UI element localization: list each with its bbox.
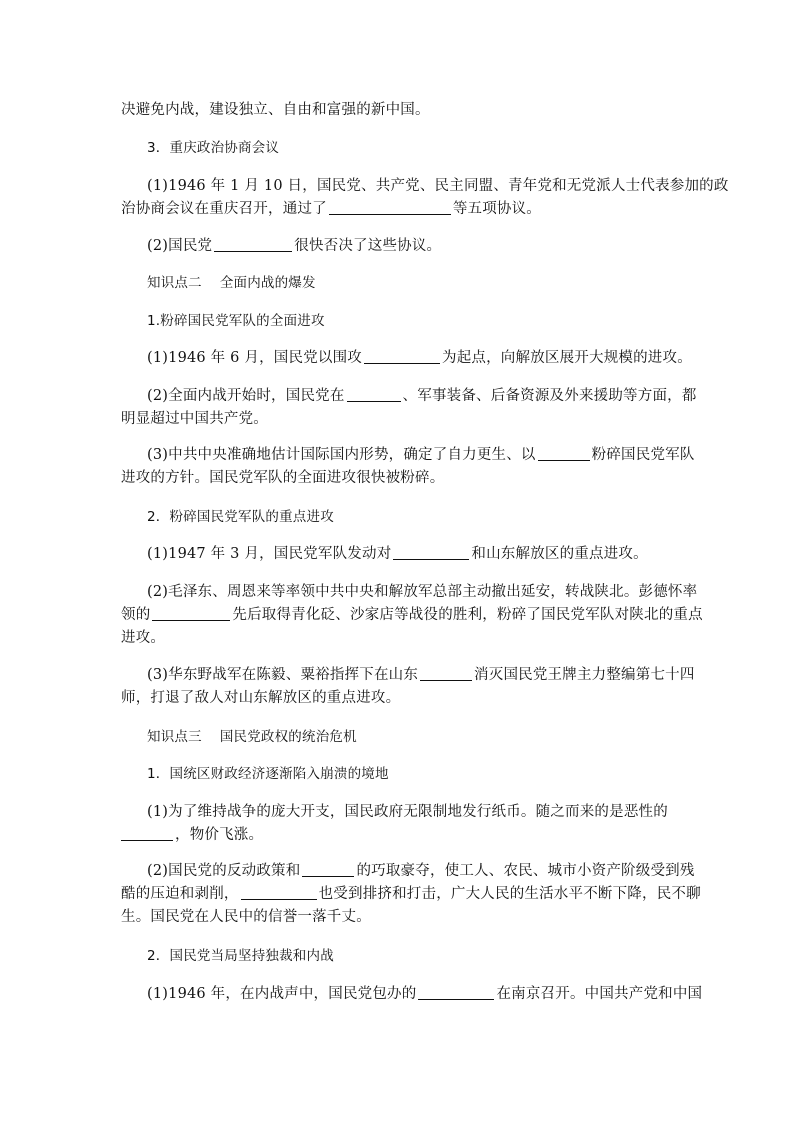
paragraph-text: ，物价飞涨。 (175, 827, 264, 843)
paragraph-text: 很快否决了这些协议。 (294, 238, 442, 254)
text-line (0, 176, 794, 196)
text-line (0, 825, 794, 845)
paragraph-text: 、军事装备、后备资源及外来援助等方面，都 (402, 388, 697, 404)
heading-title: 全面内战的爆发 (219, 275, 316, 291)
paragraph-text: (2)全面内战开始时，国民党在 (147, 388, 345, 404)
paragraph-text: 师，打退了敌人对山东解放区的重点进攻。 (121, 690, 401, 706)
heading-text: 1.粉碎国民党军队的全面进攻 (147, 313, 325, 329)
fill-in-blank[interactable] (329, 200, 451, 215)
heading-text: 2．国民党当局坚持独裁和内战 (147, 948, 334, 964)
paragraph-text: (2)毛泽东、周恩来等率领中共中央和解放军总部主动撤出延安，转战陕北。彭德怀率 (147, 584, 698, 600)
paragraph-text: 的巧取豪夺，使工人、农民、城市小资产阶级受到残 (356, 863, 695, 879)
text-line (0, 409, 794, 429)
text-line (0, 802, 794, 822)
paragraph-text: 消灭国民党王牌主力整编第七十四 (474, 667, 695, 683)
paragraph-text: 治协商会议在重庆召开，通过了 (121, 201, 327, 217)
paragraph-text: (2)国民党的反动政策和 (147, 863, 301, 879)
fill-in-blank[interactable] (393, 545, 469, 560)
text-line (0, 236, 794, 256)
heading-text: 2．粉碎国民党军队的重点进攻 (147, 509, 334, 525)
paragraph-text: (3)华东野战军在陈毅、粟裕指挥下在山东 (147, 667, 419, 683)
fill-in-blank[interactable] (364, 349, 440, 364)
fill-in-blank[interactable] (420, 666, 472, 681)
paragraph-text: 进攻。 (121, 630, 166, 646)
section-heading (0, 138, 794, 158)
fill-in-blank[interactable] (121, 826, 173, 841)
text-line (0, 582, 794, 602)
paragraph-text: 生。国民党在人民中的信誉一落千丈。 (121, 909, 371, 925)
fill-in-blank[interactable] (214, 237, 292, 252)
text-line (0, 386, 794, 406)
paragraph-text: (1)1947 年 3 月，国民党军队发动对 (147, 546, 392, 562)
heading-label: 知识点三 (147, 729, 202, 745)
paragraph-text: (3)中共中央准确地估计国际国内形势，确定了自力更生、以 (147, 447, 536, 463)
section-heading (0, 507, 794, 527)
fill-in-blank[interactable] (152, 606, 230, 621)
paragraph-text: 粉碎国民党军队 (591, 447, 695, 463)
heading-label: 知识点二 (147, 275, 202, 291)
paragraph-text: (1)为了维持战争的庞大开支，国民政府无限制地发行纸币。随之而来的是恶性的 (147, 804, 668, 820)
text-line (0, 628, 794, 648)
text-line (0, 544, 794, 564)
paragraph-text: 也受到排挤和打击，广大人民的生活水平不断下降，民不聊 (318, 886, 701, 902)
fill-in-blank[interactable] (302, 862, 354, 877)
paragraph-text: 领的 (121, 607, 151, 623)
paragraph-text: (1)1946 年 1 月 10 日，国民党、共产党、民主同盟、青年党和无党派人士代表参加的政 (147, 178, 729, 194)
section-heading (0, 311, 794, 331)
fill-in-blank[interactable] (241, 885, 317, 900)
paragraph-text: 进攻的方针。国民党军队的全面进攻很快被粉碎。 (121, 470, 445, 486)
paragraph-text: 在南京召开。中国共产党和中国 (496, 986, 703, 1002)
paragraph-text: (1)1946 年 6 月，国民党以围攻 (147, 350, 362, 366)
text-line (0, 199, 794, 219)
section-heading (0, 764, 794, 784)
paragraph-text: 为起点，向解放区展开大规模的进攻。 (442, 350, 692, 366)
text-line (0, 688, 794, 708)
text-line (0, 665, 794, 685)
paragraph-text: 和山东解放区的重点进攻。 (471, 546, 648, 562)
fill-in-blank[interactable] (418, 985, 494, 1000)
heading-title: 国民党政权的统治危机 (219, 729, 357, 745)
paragraph-text: 决避免内战，建设独立、自由和富强的新中国。 (121, 102, 430, 118)
heading-text: 3．重庆政治协商会议 (147, 140, 280, 156)
text-line (0, 348, 794, 368)
fill-in-blank[interactable] (538, 446, 590, 461)
text-line (0, 984, 794, 1004)
text-line (0, 468, 794, 488)
paragraph-text: (1)1946 年，在内战声中，国民党包办的 (147, 986, 417, 1002)
text-line (0, 884, 794, 904)
text-line (0, 100, 794, 120)
paragraph-text: 先后取得青化砭、沙家店等战役的胜利，粉碎了国民党军队对陕北的重点 (232, 607, 703, 623)
heading-text: 1．国统区财政经济逐渐陷入崩溃的境地 (147, 766, 389, 782)
fill-in-blank[interactable] (347, 387, 401, 402)
paragraph-text: 明显超过中国共产党。 (121, 411, 268, 427)
text-line (0, 861, 794, 881)
paragraph-text: 酷的压迫和剥削， (121, 886, 239, 902)
text-line (0, 445, 794, 465)
knowledge-point-heading (0, 273, 794, 293)
paragraph-text: (2)国民党 (147, 238, 213, 254)
text-line (0, 605, 794, 625)
paragraph-text: 等五项协议。 (452, 201, 542, 217)
section-heading (0, 946, 794, 966)
text-line (0, 907, 794, 927)
knowledge-point-heading (0, 727, 794, 747)
